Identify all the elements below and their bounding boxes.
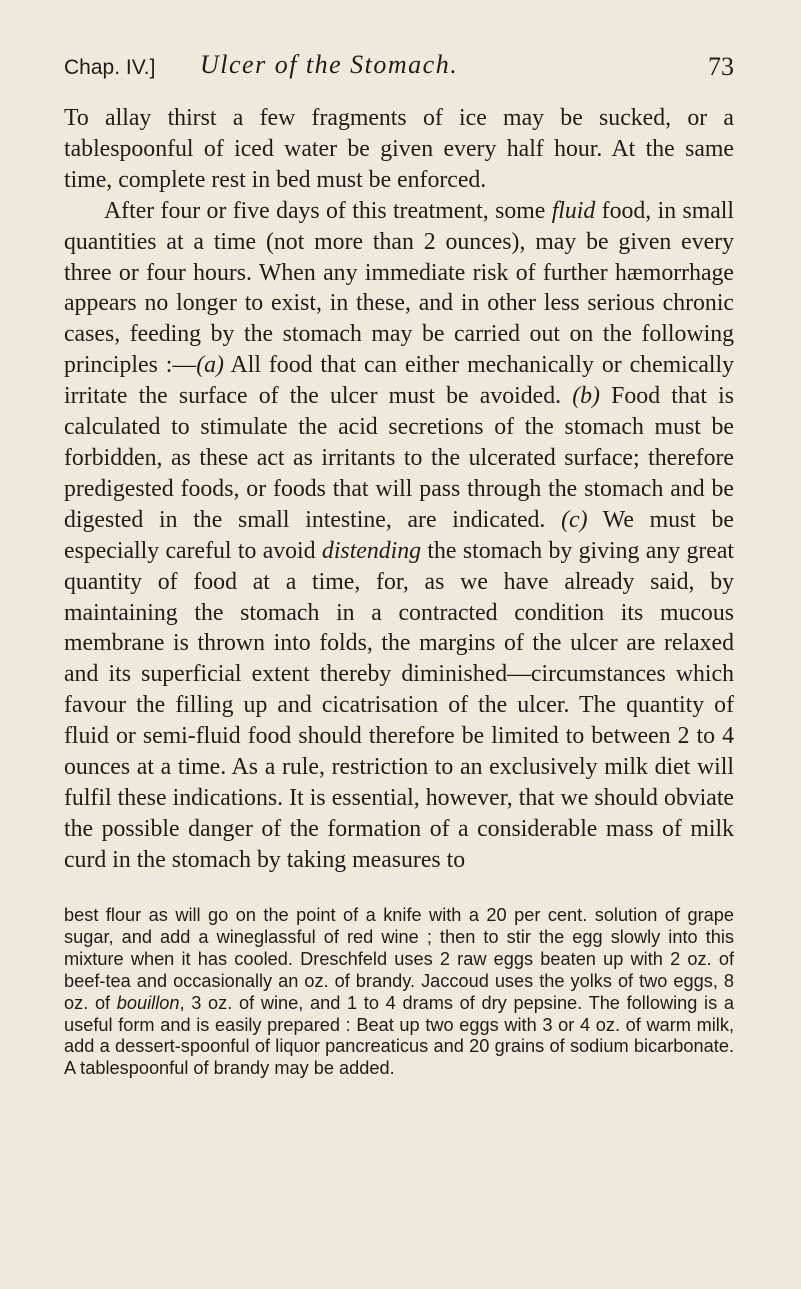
text-span: Food that is calculated to stimulate the acid secretions of the stomach must be forbidden, as these act as irritants to the ulcerated surface; therefore predigested foods, or foods that will pass through the stomach and be digested in the small intestine, are indicated. <box>64 383 734 533</box>
paragraph-1: To allay thirst a few fragments of ice may be sucked, or a tablespoonful of iced water be given every half hour. At the same time, complete rest in bed must be enforced. <box>64 105 734 193</box>
footnote <box>64 905 734 1080</box>
page-number: 73 <box>708 52 734 81</box>
page-header <box>64 50 734 84</box>
text-span: We must be especially careful to avoid <box>64 506 734 564</box>
text-span: the stomach by giving any great quantity of food at a time, for, as we have already said, by maintaining the stomach in a contracted condition its mucous membrane is thrown into folds, the margins of the ulcer are relaxed and its superficial extent thereby diminished—circumstances which favour the filling up and cicatrisation of the ulcer. The quantity of fluid or semi-fluid food should therefore be limited to between 2 to 4 ounces at a time. As a rule, restriction to an exclusively milk diet will fulfil these indications. It is essential, however, that we should obviate the possible danger of the formation of a considerable mass of milk curd in the stomach by taking measures to <box>64 537 734 873</box>
principle-c-label: (c) <box>561 506 588 533</box>
italic-bouillon: bouillon <box>116 992 180 1013</box>
text-span: All food that can either mechanically or chemically irritate the surface of the ulcer must be avoided. <box>64 352 735 410</box>
footnote-text <box>64 905 734 1080</box>
text-span: best flour as will go on the point of a knife with a 20 per cent. solution of grape sugar, and add a wineglassful of red wine ; then to stir the egg slowly into this mixture when it has cooled. Dreschfeld uses 2 raw eggs beaten up with 2 oz. of beef-tea and occasionally an oz. of brandy. Jaccoud uses the yolks of two eggs, 8 oz. of <box>64 905 734 1013</box>
principle-a-label: (a) <box>196 352 224 379</box>
running-title: Ulcer of the Stomach. <box>200 50 459 79</box>
principle-b-label: (b) <box>572 383 600 410</box>
paragraph-2 <box>64 196 734 876</box>
italic-distending: distending <box>321 537 422 564</box>
text-span: After four or five days of this treatment, some <box>104 197 552 224</box>
chapter-label: Chap. IV.] <box>64 56 156 79</box>
italic-fluid: fluid <box>551 197 596 224</box>
text-span: , 3 oz. of wine, and 1 to 4 drams of dry pepsine. The following is a useful form and is easily prepared : Beat up two eggs with 3 or 4 oz. of warm milk, add a dessert-spoonful of liquor pancreaticus and 20 grains of sodium bicarbonate. A tablespoonful of brandy may be added. <box>64 992 734 1079</box>
body-text <box>64 103 734 876</box>
text-span: food, in small quantities at a time (not more than 2 ounces), may be given every three or four hours. When any immediate risk of further hæmorrhage appears no longer to exist, in these, and in other less serious chronic cases, feeding by the stomach may be carried out on the following principles :— <box>64 197 735 379</box>
